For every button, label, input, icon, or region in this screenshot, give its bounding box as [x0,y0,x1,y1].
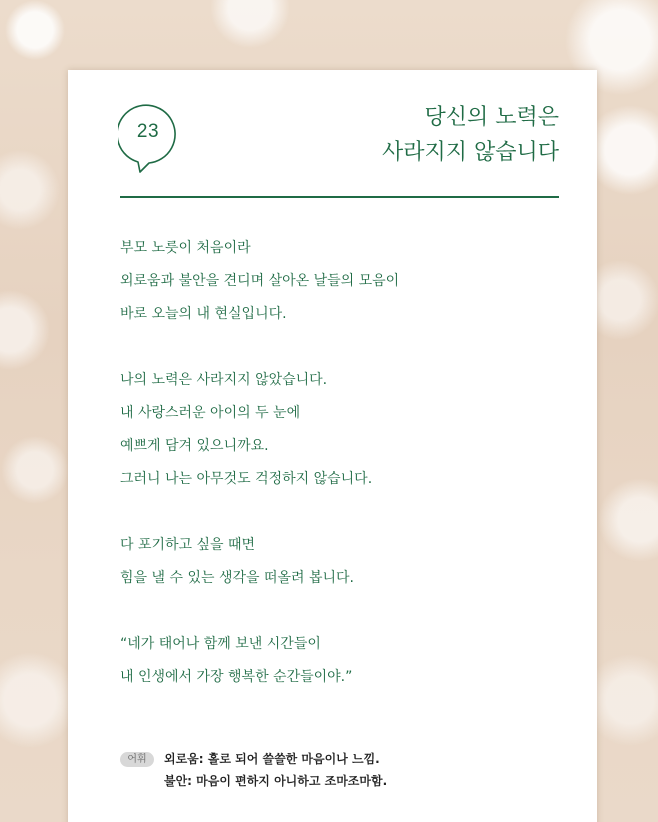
stanza [120,529,399,595]
title-divider [120,196,559,198]
stanza [120,628,399,694]
poem-line: 다 포기하고 싶을 때면 [120,537,256,553]
vocabulary-note [120,770,387,792]
poem-line: 외로움과 불안을 견디며 살아온 날들의 모음이 [120,273,400,289]
chapter-title-line-1: 당신의 노력은 [424,105,559,130]
poem-line: “네가 태어나 함께 보낸 시간들이 [120,636,321,652]
poem-body [120,232,399,727]
stanza [120,232,399,331]
book-page [68,70,597,822]
poem-line: 내 인생에서 가장 행복한 순간들이야.” [120,669,353,685]
poem-line: 예쁘게 담겨 있으니까요. [120,438,269,454]
vocabulary-notes [120,748,387,792]
poem-line: 나의 노력은 사라지지 않았습니다. [120,372,328,388]
chapter-title-line-2: 사라지지 않습니다 [381,140,559,165]
vocabulary-tag: 어휘 [120,752,154,767]
stanza [120,364,399,496]
chapter-number: 23 [136,121,160,142]
poem-line: 힘을 낼 수 있는 생각을 떠올려 봅니다. [120,570,355,586]
poem-line: 내 사랑스러운 아이의 두 눈에 [120,405,301,421]
poem-line: 바로 오늘의 내 현실입니다. [120,306,287,322]
chapter-badge [118,102,182,174]
poem-line: 부모 노릇이 처음이라 [120,240,251,256]
poem-line: 그러니 나는 아무것도 걱정하지 않습니다. [120,471,373,487]
chapter-title [382,100,559,170]
vocabulary-note [120,748,387,770]
vocabulary-definition: 외로움: 홀로 되어 쓸쓸한 마음이나 느낌. [164,752,380,766]
vocabulary-definition: 불안: 마음이 편하지 아니하고 조마조마함. [164,774,388,788]
